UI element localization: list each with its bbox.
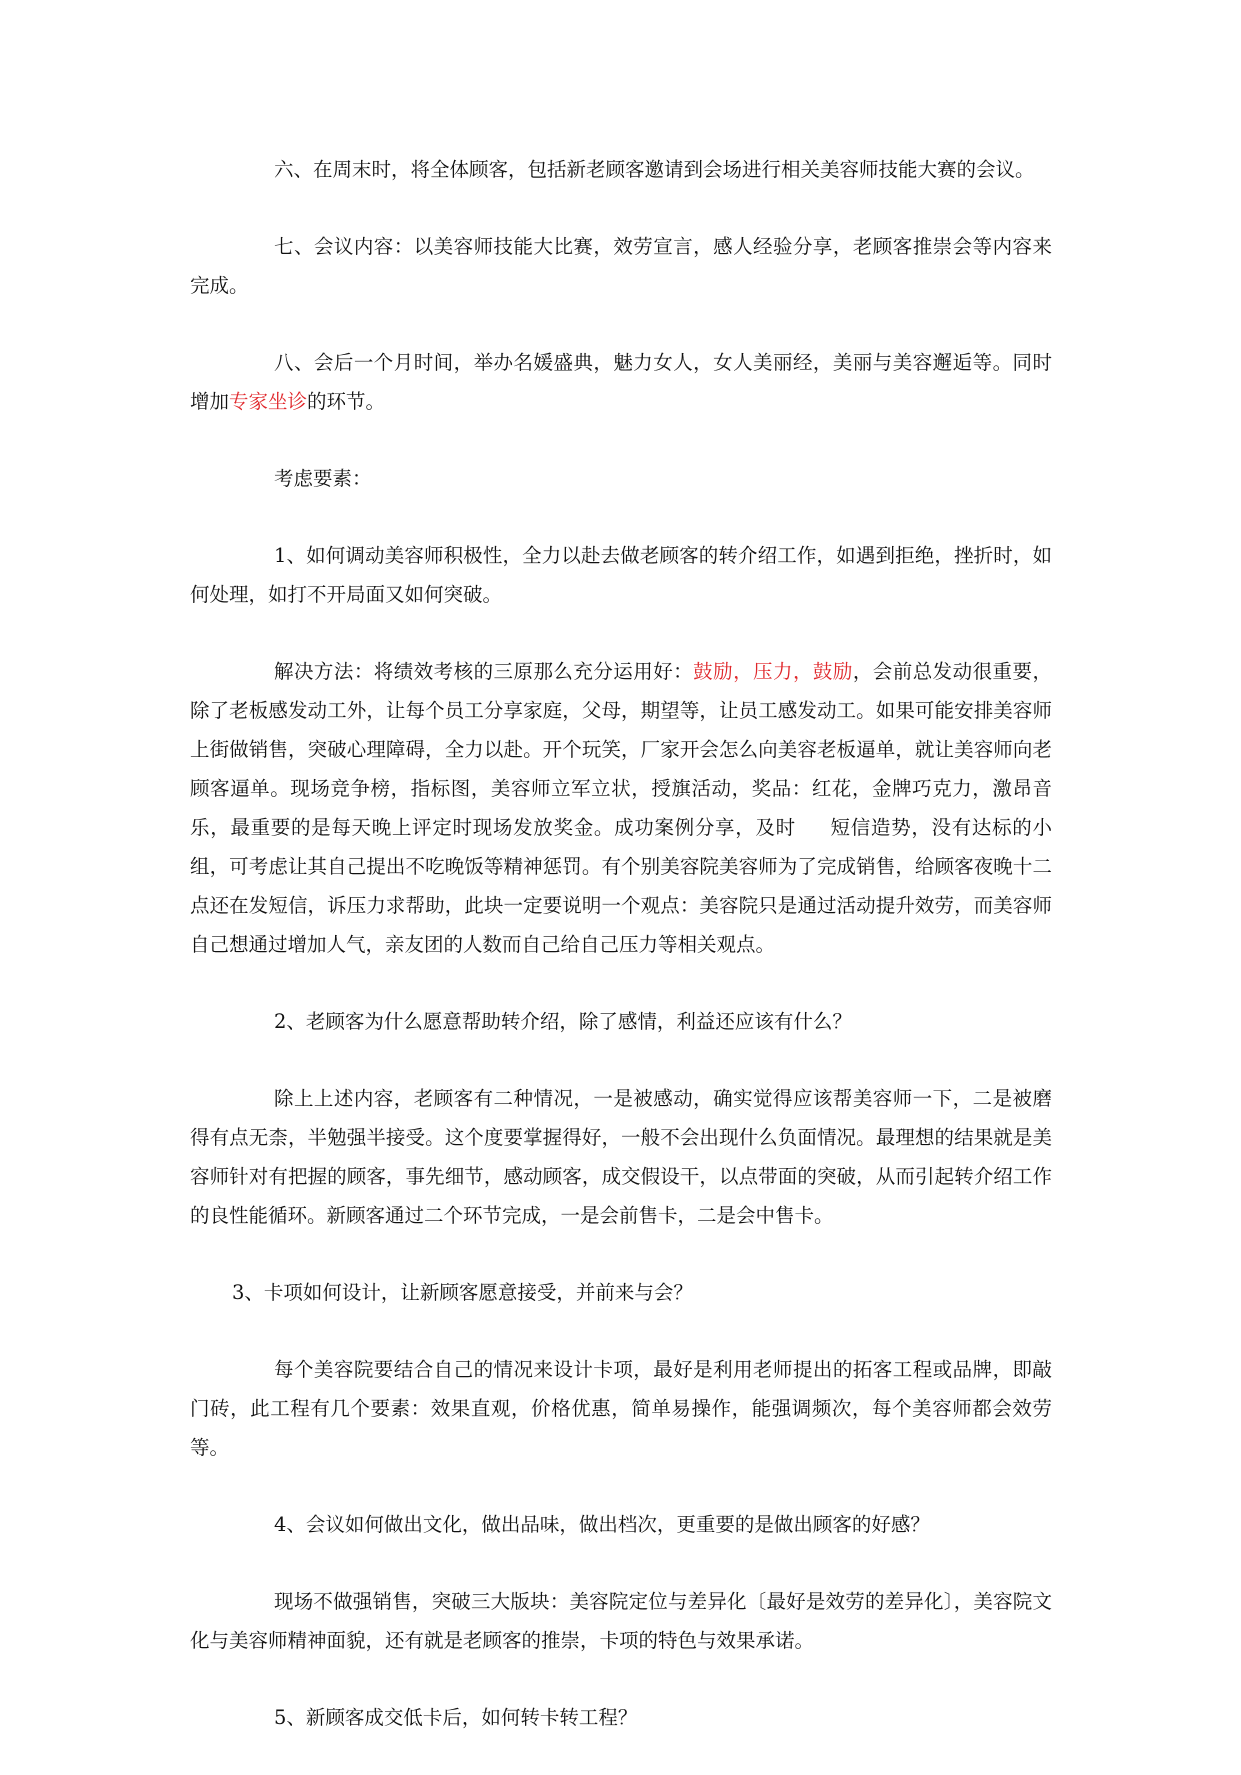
paragraph-item-8 bbox=[190, 343, 1052, 421]
question-4 bbox=[190, 1505, 1052, 1544]
paragraph-item-7 bbox=[190, 227, 1052, 305]
highlighted-text: 专家坐诊 bbox=[229, 390, 308, 413]
paragraph-item-6 bbox=[190, 150, 1052, 189]
question-text: 3、卡项如何设计，让新顾客愿意接受，并前来与会？ bbox=[232, 1281, 693, 1304]
paragraph-text: 的环节。 bbox=[307, 390, 386, 413]
factors-heading bbox=[190, 459, 1052, 498]
question-text: 2、老顾客为什么愿意帮助转介绍，除了感情，利益还应该有什么？ bbox=[274, 1010, 852, 1033]
paragraph-text: 八、会后一个月时间，举办名媛盛典，魅力女人，女人美丽经，美丽与美容邂逅等。同时增加 bbox=[190, 351, 1052, 413]
highlighted-text: 鼓励，压力，鼓励 bbox=[693, 660, 853, 683]
question-text: 1、如何调动美容师积极性，全力以赴去做老顾客的转介绍工作，如遇到拒绝，挫折时，如何处理，如打不开局面又如何突破。 bbox=[190, 544, 1052, 606]
paragraph-text: 六、在周末时，将全体顾客，包括新老顾客邀请到会场进行相关美容师技能大赛的会议。 bbox=[274, 158, 1035, 181]
paragraph-text: 七、会议内容：以美容师技能大比赛，效劳宣言，感人经验分享，老顾客推崇会等内容来完成。 bbox=[190, 235, 1052, 297]
answer-text: 现场不做强销售，突破三大版块：美容院定位与差异化〔最好是效劳的差异化〕，美容院文化与美容师精神面貌，还有就是老顾客的推崇，卡项的特色与效果承诺。 bbox=[190, 1590, 1052, 1652]
question-3 bbox=[190, 1273, 1052, 1312]
answer-text: 除上上述内容，老顾客有二种情况，一是被感动，确实觉得应该帮美容师一下，二是被磨得有点无柰，半勉强半接受。这个度要掌握得好，一般不会出现什么负面情况。最理想的结果就是美容师针对有把握的顾客，事先细节，感动顾客，成交假设干，以点带面的突破，从而引起转介绍工作的良性能循环。新顾客通过二个环节完成，一是会前售卡，二是会中售卡。 bbox=[190, 1087, 1052, 1227]
question-text: 5、新顾客成交低卡后，如何转卡转工程？ bbox=[274, 1706, 638, 1729]
answer-text: 每个美容院要结合自己的情况来设计卡项，最好是利用老师提出的拓客工程或品牌，即敲门砖，此工程有几个要素：效果直观，价格优惠，简单易操作，能强调频次，每个美容师都会效劳等。 bbox=[190, 1358, 1052, 1459]
answer-1 bbox=[190, 652, 1052, 964]
answer-text: 解决方法：将绩效考核的三原那么充分运用好： bbox=[274, 660, 694, 683]
answer-3 bbox=[190, 1350, 1052, 1467]
question-2 bbox=[190, 1002, 1052, 1041]
answer-text: 短信造势，没有达标的小组，可考虑让其自己提出不吃晚饭等精神惩罚。有个别美容院美容师为了完成销售，给顾客夜晚十二点还在发短信，诉压力求帮助，此块一定要说明一个观点：美容院只是通过活动提升效劳，而美容师自己想通过增加人气，亲友团的人数而自己给自己压力等相关观点。 bbox=[190, 816, 1052, 956]
answer-4 bbox=[190, 1582, 1052, 1660]
question-5 bbox=[190, 1698, 1052, 1737]
heading-text: 考虑要素： bbox=[274, 467, 372, 490]
document-body bbox=[190, 150, 1052, 1775]
question-1 bbox=[190, 536, 1052, 614]
question-text: 4、会议如何做出文化，做出品味，做出档次，更重要的是做出顾客的好感？ bbox=[274, 1513, 930, 1536]
answer-2 bbox=[190, 1079, 1052, 1235]
answer-text: ，会前总发动很重要，除了老板感发动工外，让每个员工分享家庭，父母，期望等，让员工感发动工。如果可能安排美容师上街做销售，突破心理障碍，全力以赴。开个玩笑，厂家开会怎么向美容老板逼单，就让美容师向老顾客逼单。现场竞争榜，指标图，美容师立军立状，授旗活动，奖品：红花，金牌巧克力，激昂音乐，最重要的是每天晚上评定时现场发放奖金。成功案例分享，及时 bbox=[190, 660, 1052, 839]
